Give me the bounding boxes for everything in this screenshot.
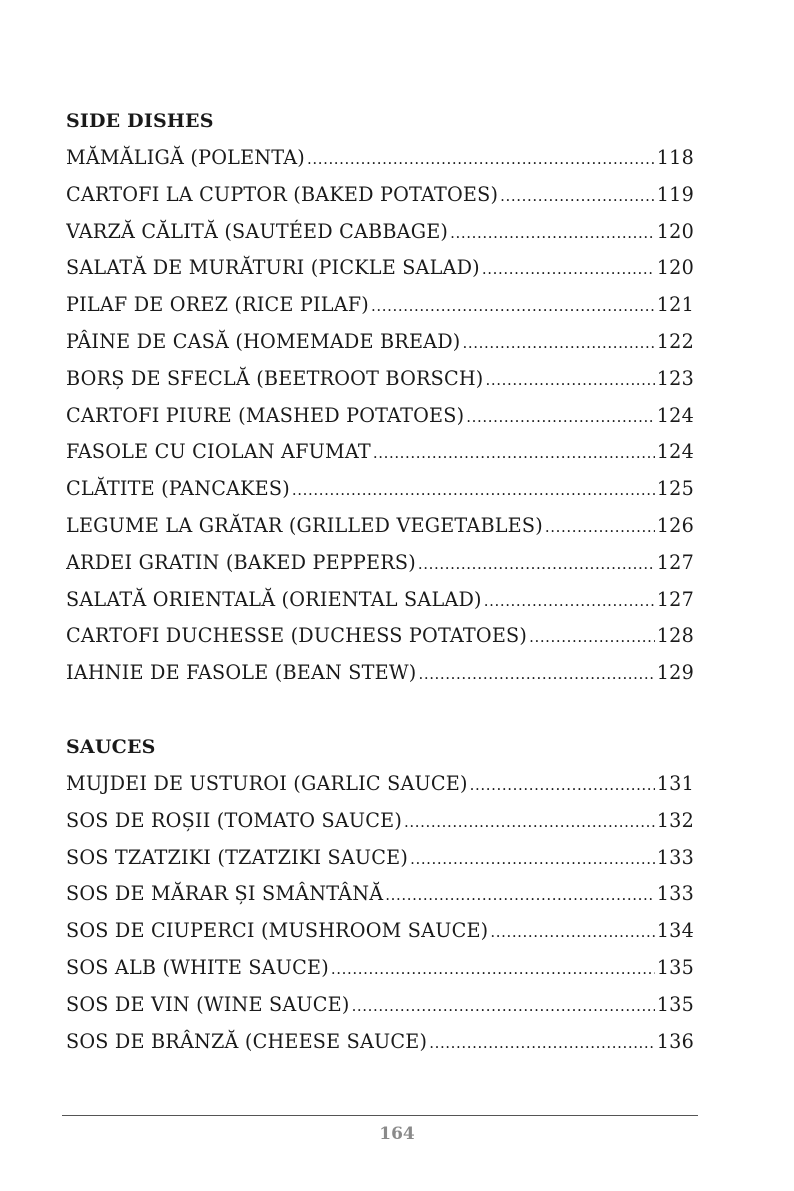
toc-entry	[66, 250, 694, 287]
toc-entry-title: PÂINE DE CASĂ (HOMEMADE BREAD)	[66, 329, 461, 353]
toc-entry	[66, 434, 694, 471]
toc-entry-page-number: 120	[656, 219, 694, 243]
toc-entry-page-number: 120	[656, 256, 694, 280]
dot-leader	[470, 767, 655, 803]
toc-entry	[66, 950, 694, 987]
dot-leader	[545, 509, 655, 545]
toc-entry-title: CARTOFI DUCHESSE (DUCHESS POTATOES)	[66, 624, 528, 648]
toc-entry-page-number: 124	[656, 440, 694, 464]
dot-leader	[352, 988, 655, 1024]
toc-entry	[66, 655, 694, 692]
toc-entry	[66, 508, 694, 545]
toc-entry-page-number: 135	[656, 992, 694, 1016]
toc-entry-title: SOS DE VIN (WINE SAUCE)	[66, 992, 350, 1016]
toc-entry-page-number: 122	[656, 329, 694, 353]
toc-entry-page-number: 134	[656, 919, 694, 943]
toc-entry	[66, 177, 694, 214]
dot-leader	[418, 546, 655, 582]
toc-entry	[66, 876, 694, 913]
toc-entry-title: SOS DE BRÂNZĂ (CHEESE SAUCE)	[66, 1029, 428, 1053]
toc-entry-page-number: 118	[656, 146, 694, 169]
toc-entry-title: IAHNIE DE FASOLE (BEAN STEW)	[66, 661, 417, 685]
dot-leader	[331, 951, 655, 987]
dot-leader	[450, 215, 655, 251]
toc-entry-page-number: 133	[656, 882, 694, 906]
toc-entry	[66, 287, 694, 324]
toc-entry-page-number: 135	[656, 955, 694, 979]
toc-list	[66, 766, 694, 1060]
toc-entry-title: MUJDEI DE USTUROI (GARLIC SAUCE)	[66, 772, 468, 795]
toc-entry-title: SALATĂ ORIENTALĂ (ORIENTAL SALAD)	[66, 587, 482, 611]
dot-leader	[404, 804, 655, 840]
dot-leader	[466, 399, 654, 435]
section-heading: SAUCES	[66, 736, 156, 758]
toc-entry-page-number: 124	[656, 403, 694, 427]
dot-leader	[371, 288, 655, 324]
toc-entry-page-number: 132	[656, 808, 694, 832]
toc-entry-title: SOS ALB (WHITE SAUCE)	[66, 955, 329, 979]
toc-entry-page-number: 123	[656, 366, 694, 390]
dot-leader	[529, 619, 655, 655]
toc-entry	[66, 324, 694, 361]
toc-entry-page-number: 126	[656, 513, 694, 537]
toc-entry-title: CARTOFI PIURE (MASHED POTATOES)	[66, 403, 465, 427]
toc-entry-title: SOS DE CIUPERCI (MUSHROOM SAUCE)	[66, 919, 489, 943]
toc-entry-page-number: 136	[656, 1029, 694, 1053]
toc-entry	[66, 545, 694, 582]
dot-leader	[462, 325, 654, 361]
toc-entry	[66, 766, 694, 803]
toc-entry	[66, 398, 694, 435]
toc-entry-page-number: 121	[656, 293, 694, 317]
toc-entry-page-number: 119	[656, 182, 694, 206]
toc-entry-page-number: 125	[656, 477, 694, 501]
dot-leader	[482, 251, 655, 287]
toc-section-side-dishes	[66, 106, 694, 692]
dot-leader	[418, 656, 654, 692]
toc-entry	[66, 1024, 694, 1061]
toc-entry-page-number: 128	[656, 624, 694, 648]
dot-leader	[484, 583, 655, 619]
toc-entry-title: LEGUME LA GRĂTAR (GRILLED VEGETABLES)	[66, 513, 543, 537]
toc-entry	[66, 140, 694, 177]
dot-leader	[429, 1025, 655, 1061]
dot-leader	[410, 841, 655, 877]
toc-entry-page-number: 127	[656, 587, 694, 611]
toc-entry	[66, 987, 694, 1024]
toc-entry-title: MĂMĂLIGĂ (POLENTA)	[66, 146, 305, 169]
toc-entry-title: ARDEI GRATIN (BAKED PEPPERS)	[66, 550, 416, 574]
toc-entry	[66, 803, 694, 840]
section-heading: SIDE DISHES	[66, 110, 214, 132]
toc-entry	[66, 582, 694, 619]
toc-entry-page-number: 129	[656, 661, 694, 685]
dot-leader	[486, 362, 655, 398]
toc-entry-page-number: 131	[656, 772, 694, 795]
dot-leader	[307, 141, 655, 177]
toc-entry-title: BORȘ DE SFECLĂ (BEETROOT BORSCH)	[66, 366, 484, 390]
toc-entry-title: FASOLE CU CIOLAN AFUMAT	[66, 440, 371, 464]
dot-leader	[500, 178, 655, 214]
toc-entry	[66, 913, 694, 950]
toc-entry	[66, 471, 694, 508]
toc-section-sauces	[66, 732, 694, 1060]
toc-entry-title: PILAF DE OREZ (RICE PILAF)	[66, 293, 369, 317]
toc-entry-page-number: 127	[656, 550, 694, 574]
toc-entry-title: CLĂTITE (PANCAKES)	[66, 477, 290, 501]
toc-entry	[66, 618, 694, 655]
toc-entry-title: CARTOFI LA CUPTOR (BAKED POTATOES)	[66, 182, 499, 206]
toc-list	[66, 140, 694, 692]
toc-entry	[66, 214, 694, 251]
toc-entry-title: VARZĂ CĂLITĂ (SAUTÉED CABBAGE)	[66, 219, 449, 243]
dot-leader	[373, 435, 655, 471]
toc-entry	[66, 840, 694, 877]
dot-leader	[490, 914, 654, 950]
dot-leader	[385, 877, 654, 913]
dot-leader	[292, 472, 655, 508]
toc-entry-title: SOS DE ROȘII (TOMATO SAUCE)	[66, 808, 403, 832]
toc-entry-title: SALATĂ DE MURĂTURI (PICKLE SALAD)	[66, 256, 480, 280]
footer-divider	[62, 1115, 698, 1116]
toc-entry-title: SOS TZATZIKI (TZATZIKI SAUCE)	[66, 845, 409, 869]
page-number: 164	[379, 1124, 415, 1144]
toc-entry-title: SOS DE MĂRAR ȘI SMÂNTÂNĂ	[66, 882, 384, 906]
toc-entry-page-number: 133	[656, 845, 694, 869]
toc-entry	[66, 361, 694, 398]
